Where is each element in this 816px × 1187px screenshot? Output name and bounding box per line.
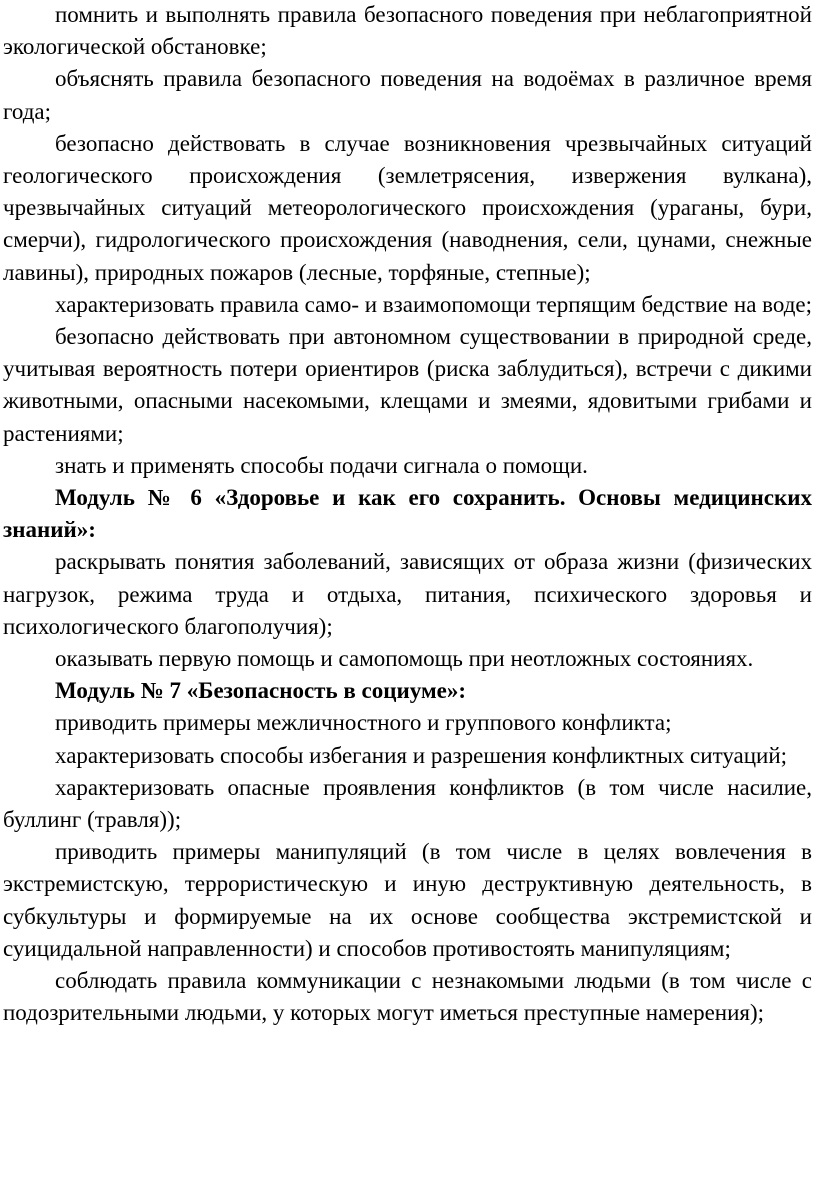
- paragraph-manipulation: приводить примеры манипуляций (в том числе в целях вовлечения в экстремистскую, террористическую и иную деструктивную деятельность, в субкультуры и формируемые на их основе сообщества экстремистской и суицидальной направленности) и способов противостоять манипуляциям;: [3, 839, 812, 961]
- paragraph-autonomous-survival: безопасно действовать при автономном существовании в природной среде, учитывая вероятность потери ориентиров (риска заблудиться), встречи с дикими животными, опасными насекомыми, клещами и змеями, ядовитыми грибами и растениями;: [3, 324, 812, 446]
- paragraph-water-safety: объяснять правила безопасного поведения на водоёмах в различное время года;: [3, 66, 812, 124]
- module-7-heading: Модуль № 7 «Безопасность в социуме»:: [55, 678, 467, 704]
- paragraph-conflict-avoidance: характеризовать способы избегания и разрешения конфликтных ситуаций;: [55, 742, 788, 768]
- paragraph-distress-signals: знать и применять способы подачи сигнала о помощи.: [55, 452, 588, 478]
- paragraph-first-aid: оказывать первую помощь и самопомощь при неотложных состояниях.: [55, 646, 754, 672]
- paragraph-conflict-examples: приводить примеры межличностного и группового конфликта;: [55, 710, 672, 736]
- paragraph-stranger-communication: соблюдать правила коммуникации с незнакомыми людьми (в том числе с подозрительными людьми, у которых могут иметься преступные намерения);: [3, 968, 812, 1026]
- paragraph-natural-emergencies: безопасно действовать в случае возникновения чрезвычайных ситуаций геологического происхождения (землетрясения, извержения вулкана), чрезвычайных ситуаций метеорологического происхождения (ураганы, бури, смерчи), гидрологического происхождения (наводнения, сели, цунами, снежные лавины), природных пожаров (лесные, торфяные, степные);: [3, 130, 812, 285]
- paragraph-water-rescue: характеризовать правила само- и взаимопомощи терпящим бедствие на воде;: [55, 291, 812, 317]
- paragraph-lifestyle-diseases: раскрывать понятия заболеваний, зависящих от образа жизни (физических нагрузок, режима труда и отдыха, питания, психического здоровья и психологического благополучия);: [3, 549, 812, 639]
- module-6-heading: Модуль № 6 «Здоровье и как его сохранить. Основы медицинских знаний»:: [3, 485, 812, 543]
- paragraph-ecology-rules: помнить и выполнять правила безопасного поведения при неблагоприятной экологической обстановке;: [3, 2, 812, 60]
- paragraph-conflict-dangers: характеризовать опасные проявления конфликтов (в том числе насилие, буллинг (травля));: [3, 774, 812, 833]
